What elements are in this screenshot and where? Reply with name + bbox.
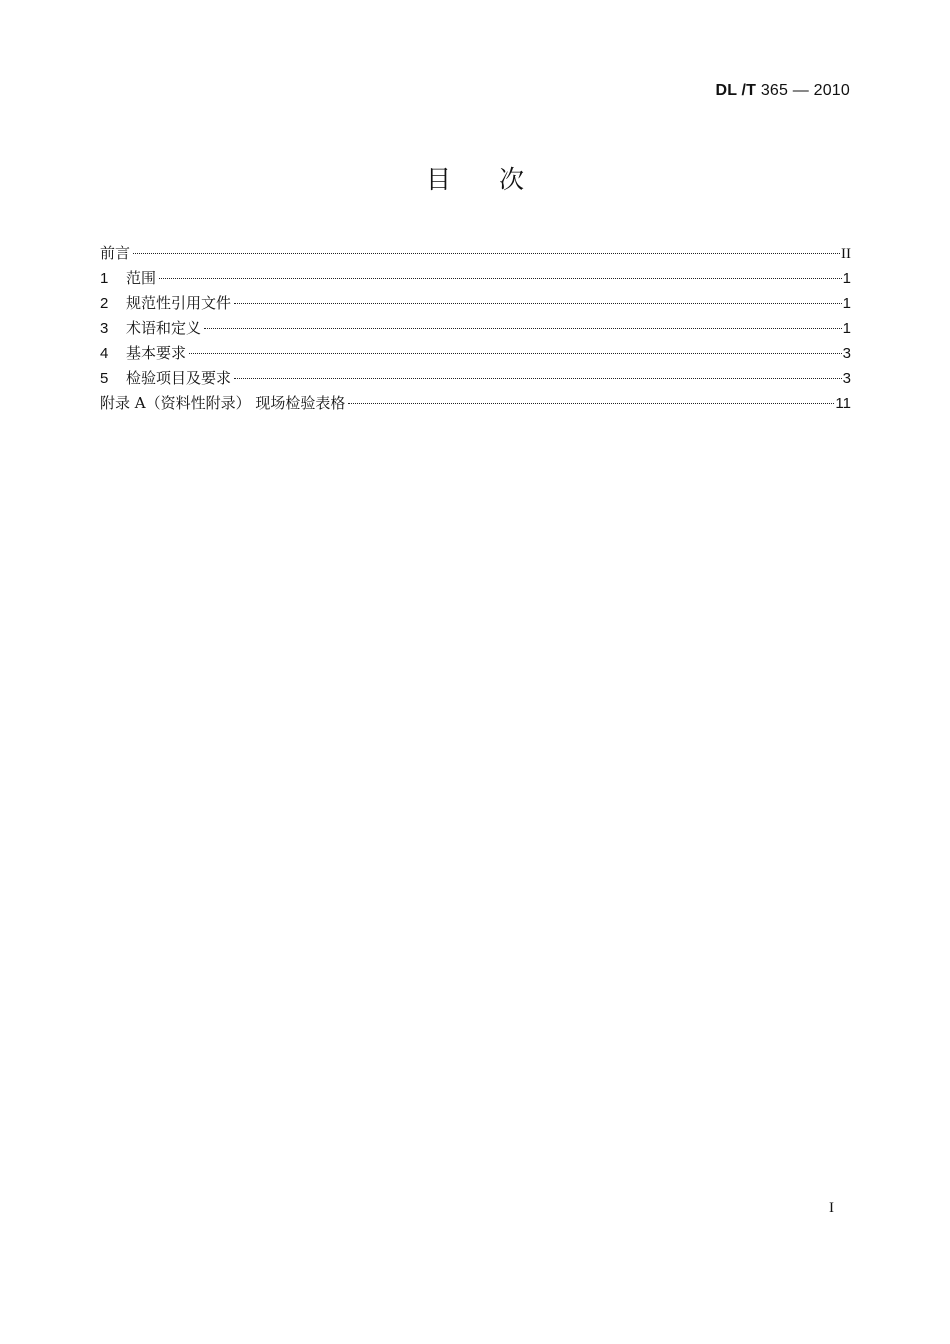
- toc-entry-page: II: [841, 246, 851, 262]
- toc-entry-normative-references[interactable]: [100, 291, 851, 316]
- toc-entry-appendix-a[interactable]: [100, 391, 851, 416]
- toc-entry-title: 范围: [126, 269, 157, 287]
- toc-entry-title: 前言: [100, 244, 131, 262]
- toc-entry-page: 11: [835, 395, 851, 412]
- dot-leader: [348, 403, 834, 404]
- dot-leader: [159, 278, 842, 279]
- toc-entry-scope[interactable]: [100, 266, 851, 291]
- toc-entry-title: 基本要求: [126, 344, 187, 362]
- page-number: I: [829, 1200, 834, 1216]
- dot-leader: [234, 303, 842, 304]
- table-of-contents: [100, 241, 851, 416]
- toc-entry-title: 附录 A（资料性附录） 现场检验表格: [100, 394, 346, 412]
- toc-entry-number: 3: [100, 320, 109, 337]
- dot-leader: [133, 253, 840, 254]
- toc-entry-number: 4: [100, 345, 109, 362]
- toc-entry-title: 检验项目及要求: [126, 369, 232, 387]
- toc-entry-number: 5: [100, 370, 109, 387]
- toc-entry-basic-requirements[interactable]: [100, 341, 851, 366]
- toc-entry-page: 1: [842, 270, 851, 287]
- toc-entry-page: 3: [842, 345, 851, 362]
- dot-leader: [204, 328, 842, 329]
- toc-entry-title: 术语和定义: [126, 319, 202, 337]
- toc-entry-page: 3: [842, 370, 851, 387]
- toc-entry-number: 1: [100, 270, 109, 287]
- toc-entry-foreword[interactable]: [100, 241, 851, 266]
- toc-entry-terms[interactable]: [100, 316, 851, 341]
- standard-number: 365 — 2010: [760, 82, 850, 99]
- standard-prefix: DL /T: [715, 82, 757, 99]
- toc-entry-inspection-items[interactable]: [100, 366, 851, 391]
- dot-leader: [189, 353, 842, 354]
- toc-entry-page: 1: [842, 320, 851, 337]
- toc-entry-title: 规范性引用文件: [126, 294, 232, 312]
- standard-code: [715, 82, 850, 100]
- toc-entry-number: 2: [100, 295, 109, 312]
- title-char-1: 目: [425, 165, 451, 194]
- toc-entry-page: 1: [842, 295, 851, 312]
- title-char-2: 次: [499, 165, 525, 194]
- page-title: [0, 160, 950, 196]
- dot-leader: [234, 378, 842, 379]
